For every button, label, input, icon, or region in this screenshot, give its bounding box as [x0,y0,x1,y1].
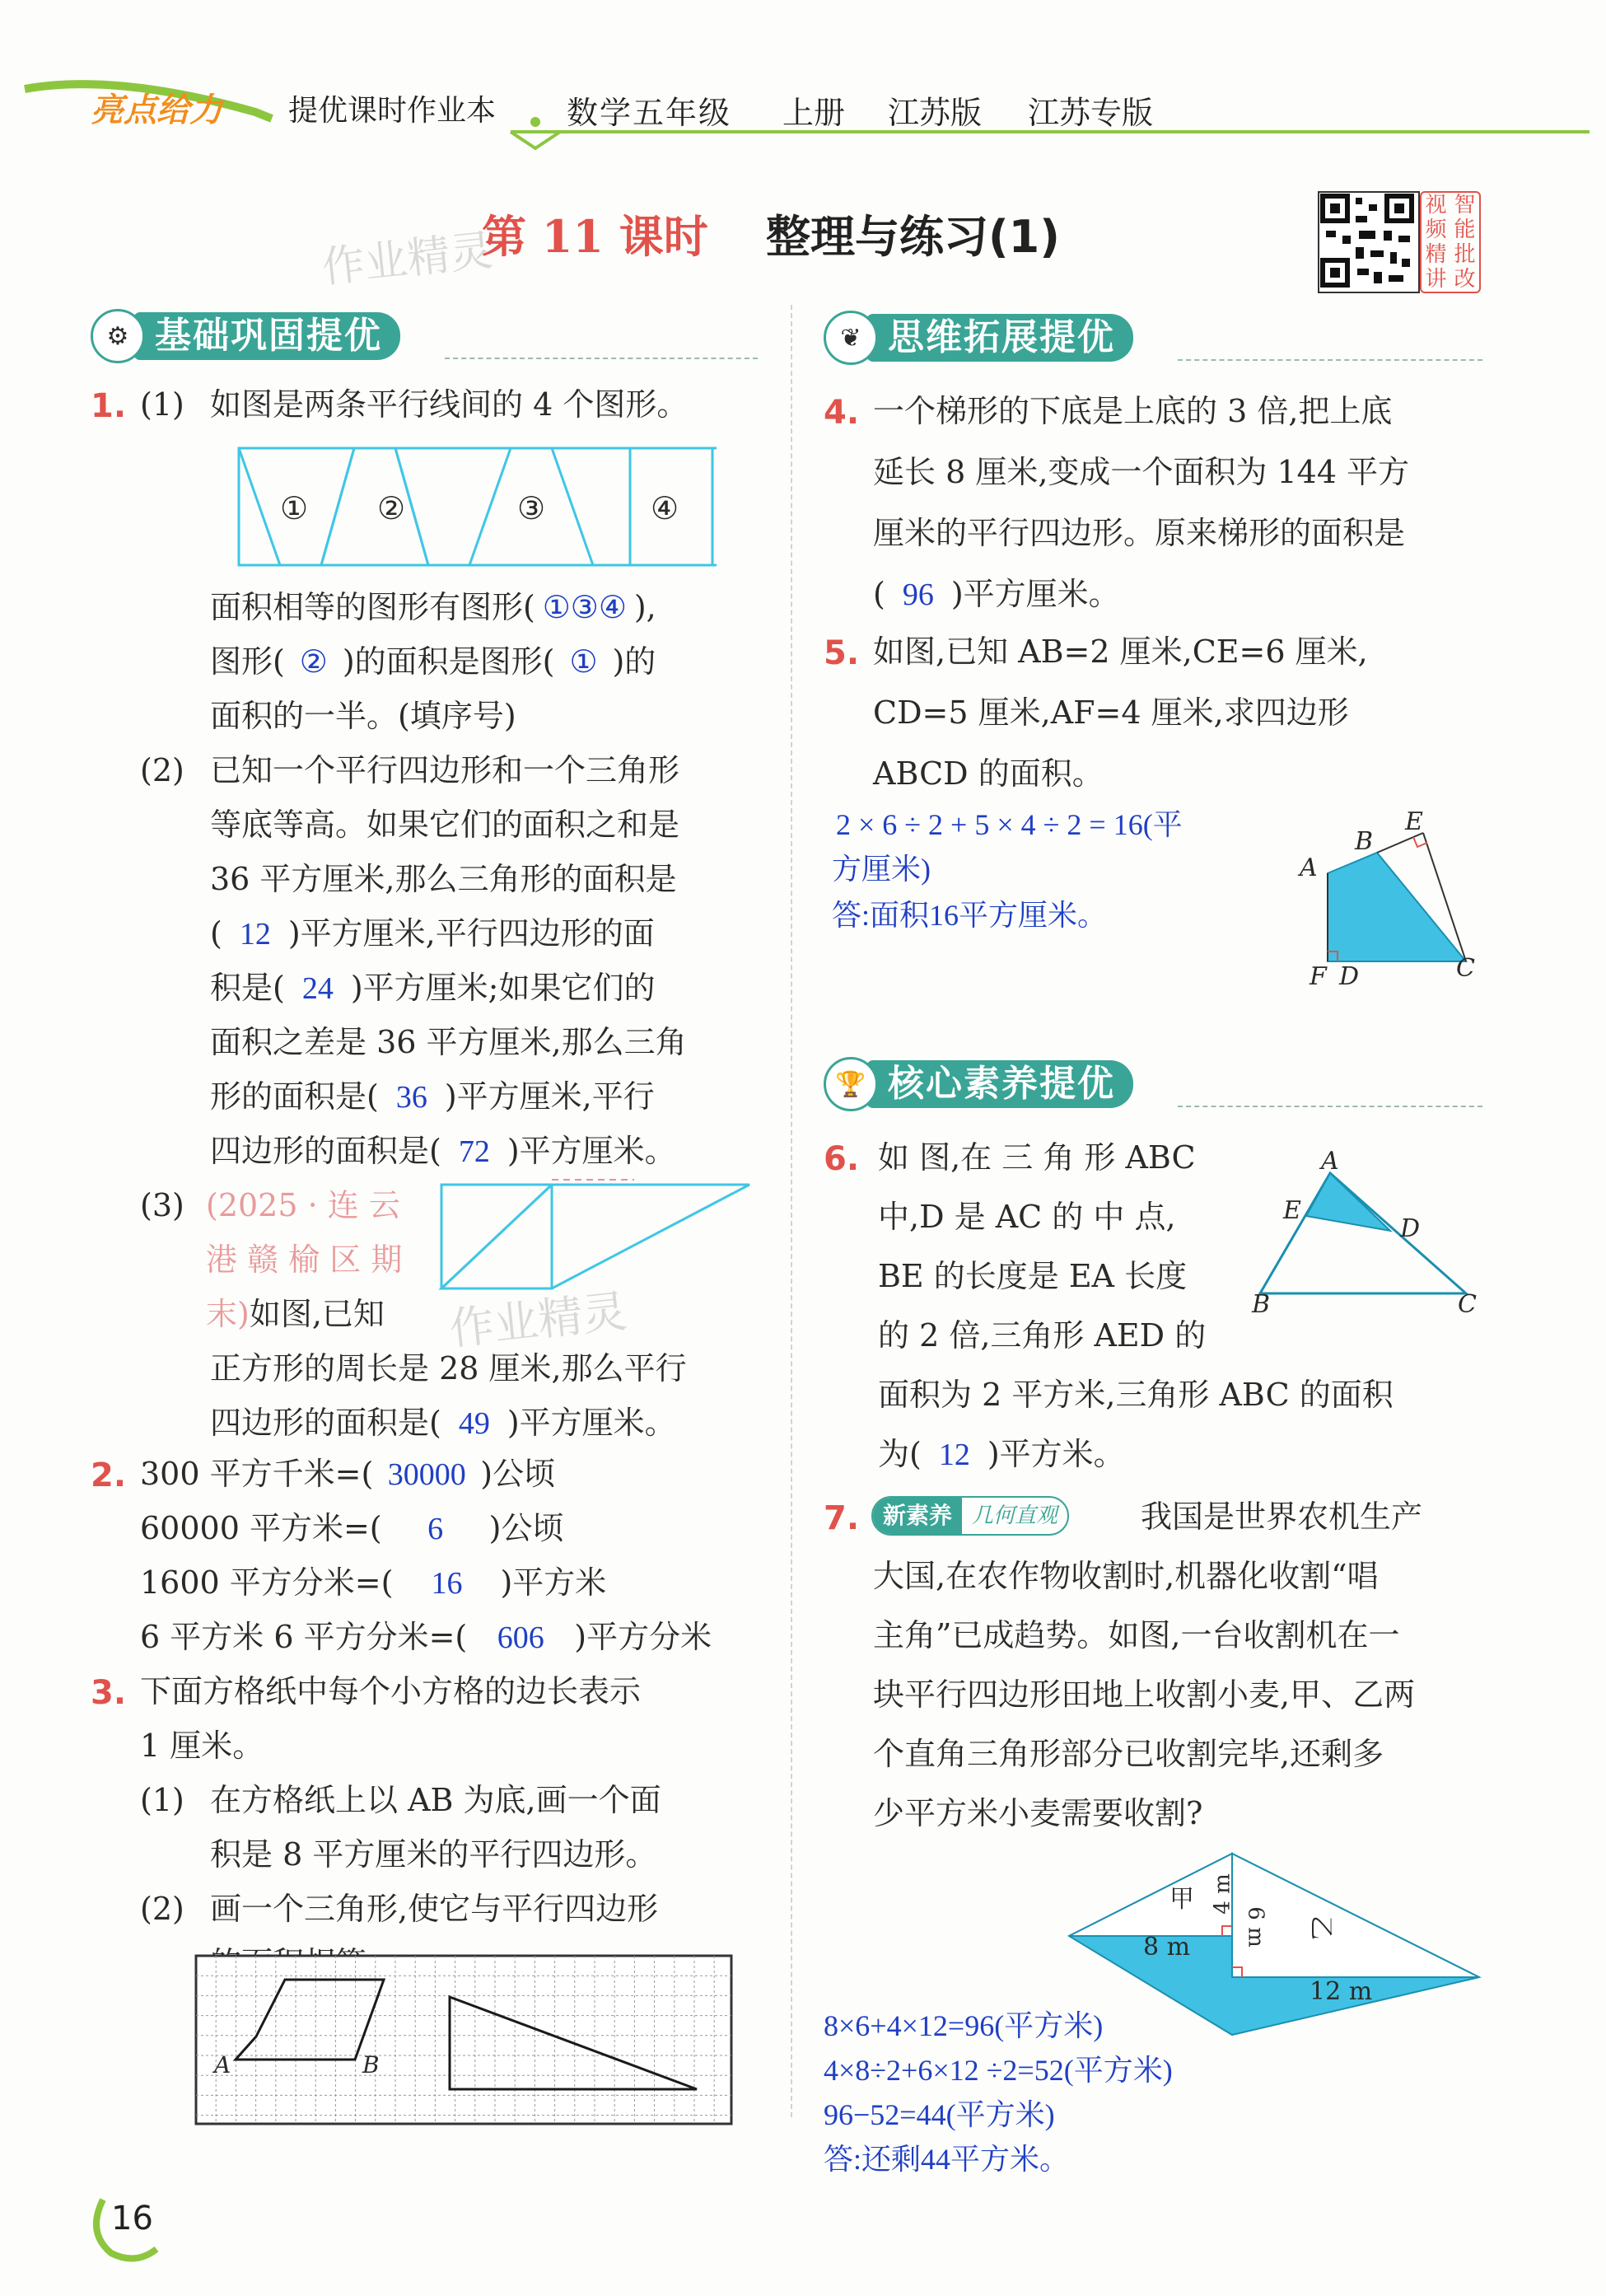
q3-p1-line-2: 积是 8 平方厘米的平行四边形。 [210,1836,657,1873]
trophy-icon: 🏆 [824,1057,878,1111]
q2-answer-3[interactable]: 16 [431,1566,463,1601]
text: )平方厘米。 [507,1405,676,1441]
q1-p3-line-3 [210,1402,676,1444]
header-bar [0,72,1606,163]
text: )公顷 [480,1456,556,1492]
q5-line-2: CD=5 厘米,AF=4 厘米,求四边形 [873,694,1349,731]
q7-line-2: 大国,在农作物收割时,机器化收割“唱 [873,1558,1379,1594]
section-basic-title: 基础巩固提优 [133,312,400,360]
badge-new: 新素养 [873,1498,962,1534]
page-number: 16 [111,2200,153,2238]
q5-answer: 答:面积16平方厘米。 [832,899,1108,932]
volume-label: 上册 [782,95,846,131]
q5-label-f: F [1310,962,1327,991]
q5-line-3: ABCD 的面积。 [873,755,1104,792]
q1-p2-label: (2) [140,752,184,788]
qr-label: 讲 [1425,267,1447,292]
q1-line-b [210,641,656,683]
text: )平方厘米,平行四边形的面 [287,915,655,952]
text: ), [633,589,656,625]
q4-line-3: 厘米的平行四边形。原来梯形的面积是 [873,515,1406,551]
q1-p3-source-3 [206,1293,385,1335]
text: )平方厘米;如果它们的 [350,970,656,1006]
section-divider [1178,1106,1482,1107]
q1-answer-b1[interactable]: ② [299,645,328,680]
shape-2-label: ② [377,490,406,526]
section-core [824,1058,1133,1111]
sprout-icon: ❦ [824,311,878,365]
q1-p2-answer-1[interactable]: 12 [239,917,271,952]
q7-dim-6m: 6 m [1243,1906,1268,1948]
text: 积是( [210,970,285,1006]
q3-line-2: 1 厘米。 [140,1728,264,1764]
text: )平方厘米。 [950,576,1120,612]
q5-label-a: A [1300,853,1318,882]
section-divider [445,358,758,359]
q2-answer-4[interactable]: 606 [497,1620,544,1655]
q5-number: 5. [824,634,860,672]
q2-answer-1[interactable]: 30000 [387,1457,466,1492]
q7-label-jia: 甲 [1169,1885,1194,1914]
q4-answer[interactable]: 96 [902,578,934,612]
badge-geometry: 几何直观 [972,1503,1058,1528]
text: ( [210,915,222,952]
q1-p2-answer-4[interactable]: 72 [458,1134,490,1169]
section-thinking [824,311,1133,364]
q1-p1-label: (1) [140,386,184,423]
q4-line-4 [873,573,1120,615]
lesson-number: 第 11 课时 [482,210,708,263]
text: 四边形的面积是( [210,1133,441,1169]
q4-line-2: 延长 8 厘米,变成一个面积为 144 平方 [873,454,1410,490]
column-divider [791,305,792,2117]
q1-p2-line-7 [210,1076,655,1118]
q7-work-4: 答:还剩44平方米。 [824,2143,1070,2176]
q6-label-a: A [1321,1147,1339,1176]
text: 如图,已知 [249,1296,385,1332]
q5-work-1: 2 × 6 ÷ 2 + 5 × 4 ÷ 2 = 16(平 [836,808,1183,841]
q7-badge [871,1496,1069,1536]
q3-grid-paper[interactable] [194,1954,733,2125]
q7-work-2: 4×8÷2+6×12 ÷2=52(平方米) [824,2054,1173,2087]
q1-p3-source-2: 港 赣 榆 区 期 [206,1242,403,1278]
q7-line-4: 块平行四边形田地上收割小麦,甲、乙两 [873,1676,1416,1713]
q2-row-1 [140,1453,555,1495]
text: )公顷 [488,1510,564,1546]
q3-p1-label: (1) [140,1782,184,1818]
qr-label: 批 [1454,242,1476,267]
watermark-2: 作业精灵 [446,1284,630,1356]
text: )平方米 [500,1564,607,1601]
q3-line-1: 下面方格纸中每个小方格的边长表示 [140,1673,642,1709]
q7-dim-8m: 8 m [1143,1933,1191,1962]
q1-line-c: 面积的一半。(填序号) [210,698,516,734]
q6-label-c: C [1458,1290,1477,1319]
q7-figure [1062,1845,1491,2043]
series-title: 提优课时作业本 [288,94,497,128]
q7-dim-4m: 4 m [1210,1873,1235,1915]
q2-row-2 [140,1508,563,1550]
q6-line-5: 面积为 2 平方米,三角形 ABC 的面积 [878,1377,1394,1413]
q1-answer-a[interactable]: ①③④ [542,591,627,625]
q4-line-1: 一个梯形的下底是上底的 3 倍,把上底 [873,393,1393,429]
q1-p2-line-6: 面积之差是 36 平方厘米,那么三角 [210,1024,687,1060]
q7-number: 7. [824,1499,860,1537]
q1-p3-source-1: (2025 · 连 云 [206,1187,400,1223]
q1-p2-line-5 [210,967,655,1009]
q2-number: 2. [91,1457,127,1494]
q1-number: 1. [91,387,127,425]
q7-work-3: 96−52=44(平方米) [824,2098,1055,2131]
text: 6 平方米 6 平方分米=( [140,1619,468,1655]
q3-p1-line-1: 在方格纸上以 AB 为底,画一个面 [210,1782,661,1818]
shape-3-label: ③ [517,490,546,526]
q2-row-4 [140,1616,712,1658]
q4-number: 4. [824,394,860,432]
q1-p2-line-2: 等底等高。如果它们的面积之和是 [210,807,680,843]
edition-label: 江苏版 [888,95,983,131]
q6-number: 6. [824,1140,860,1178]
q5-line-1: 如图,已知 AB=2 厘米,CE=6 厘米, [873,634,1368,670]
qr-labels [1420,191,1481,293]
q6-line-6 [878,1433,1125,1475]
qr-code[interactable] [1318,191,1420,293]
q1-p2-answer-3[interactable]: 36 [395,1080,427,1115]
q6-line-2: 中,D 是 AC 的 中 点, [878,1199,1176,1235]
text: )平方分米 [574,1619,712,1655]
q5-label-e: E [1405,807,1423,836]
q3-p2-line-1: 画一个三角形,使它与平行四边形 [210,1891,659,1927]
text: 为( [878,1436,922,1472]
text: 1600 平方分米=( [140,1564,394,1601]
q3-number: 3. [91,1674,127,1712]
q1-p3-label: (3) [140,1187,184,1223]
q1-p3-line-2: 正方形的周长是 28 厘米,那么平行 [210,1350,687,1386]
gear-leaf-icon: ⚙ [91,309,145,363]
q5-label-b: B [1355,827,1374,856]
q6-label-b: B [1252,1290,1271,1319]
text: 面积相等的图形有图形( [210,589,535,625]
q6-line-1: 如 图,在 三 角 形 ABC [878,1139,1196,1176]
shape-1-label: ① [280,490,309,526]
text: 图形( [210,643,285,680]
q7-dim-12m: 12 m [1310,1977,1373,2006]
q1-p2-line-1: 已知一个平行四边形和一个三角形 [210,752,680,788]
q5-work-2: 方厘米) [832,853,931,886]
text: 四边形的面积是( [210,1405,441,1441]
section-core-title: 核心素养提优 [866,1060,1133,1108]
section-basic [91,310,400,362]
q5-label-d: D [1339,962,1360,991]
special-label: 江苏专版 [1028,95,1154,131]
text: 300 平方千米=( [140,1456,374,1492]
q7-line-5: 个直角三角形部分已收割完毕,还剩多 [873,1736,1384,1772]
q5-figure [1310,811,1491,976]
section-thinking-title: 思维拓展提优 [866,314,1133,362]
q7-line-1: 我国是世界农机生产 [1141,1499,1423,1535]
q7-line-6: 少平方米小麦需要收割? [873,1795,1203,1831]
qr-label: 能 [1454,217,1476,242]
q1-p3-figure [437,1178,758,1293]
q6-line-3: BE 的长度是 EA 长度 [878,1258,1188,1294]
q6-label-d: D [1400,1214,1421,1243]
qr-label: 改 [1454,267,1476,292]
q1-line-a [210,587,656,629]
q6-figure [1252,1153,1482,1302]
q1-p2-line-3: 36 平方厘米,那么三角形的面积是 [210,861,677,897]
subject-label: 数学五年级 [567,95,732,131]
text: )平方厘米。 [507,1133,676,1169]
brand-logo: 亮点给力 [91,91,222,129]
q1-answer-b2[interactable]: ① [569,645,598,680]
text: )平方米。 [987,1436,1125,1472]
text: 形的面积是( [210,1078,379,1115]
grid-point-a: A [214,2051,231,2079]
shape-4-label: ④ [651,490,679,526]
q7-line-3: 主角”已成趋势。如图,一台收割机在一 [873,1617,1400,1653]
q7-label-yi: 乙 [1306,1915,1335,1940]
q1-p2-line-4 [210,913,655,955]
text: ( [873,576,885,612]
qr-pattern [1319,193,1415,288]
qr-label: 视 [1425,193,1447,217]
q5-label-c: C [1456,954,1475,983]
watermark: 作业精灵 [320,226,496,293]
text: )的 [612,643,656,680]
q1-p2-line-8 [210,1130,676,1172]
text: )的面积是图形( [342,643,555,680]
section-divider [1178,359,1482,361]
q6-answer[interactable]: 12 [938,1438,970,1472]
q3-p2-label: (2) [140,1891,184,1927]
q6-line-4: 的 2 倍,三角形 AED 的 [878,1317,1207,1354]
q7-work-1: 8×6+4×12=96(平方米) [824,2009,1104,2042]
lesson-title: 整理与练习(1) [766,211,1060,263]
text: )平方厘米,平行 [444,1078,655,1115]
q2-answer-2[interactable]: 6 [427,1512,444,1546]
qr-label: 频 [1425,217,1447,242]
q2-row-3 [140,1562,606,1604]
q1-p2-answer-2[interactable]: 24 [301,971,334,1006]
q1-p3-answer[interactable]: 49 [458,1406,490,1441]
grid-point-b: B [362,2051,380,2079]
q6-label-e: E [1283,1196,1301,1225]
qr-label: 智 [1454,193,1476,217]
text: 60000 平方米=( [140,1510,382,1546]
q1-p1-text: 如图是两条平行线间的 4 个图形。 [210,386,689,423]
text: 末) [206,1296,250,1332]
qr-label: 精 [1425,242,1447,267]
